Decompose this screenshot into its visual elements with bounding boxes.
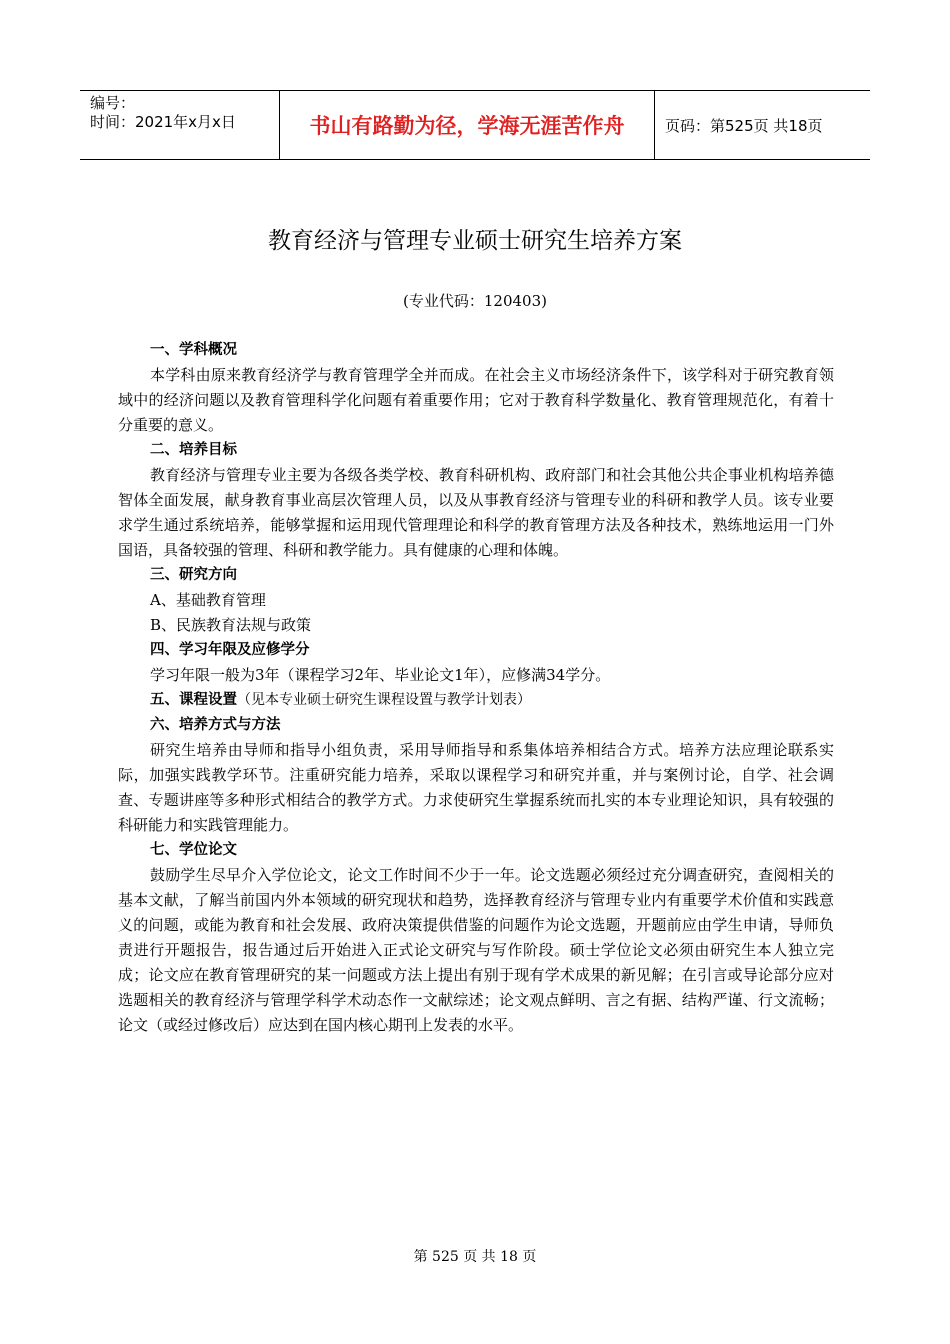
section-heading-5-note: （见本专业硕士研究生课程设置与教学计划表） <box>237 692 531 708</box>
section-paragraph-4: 学习年限一般为3年（课程学习2年、毕业论文1年），应修满34学分。 <box>150 666 611 684</box>
document-header <box>80 90 870 160</box>
section-heading-1: 一、学科概况 <box>150 342 237 358</box>
section-heading-7: 七、学位论文 <box>150 842 237 858</box>
header-meta <box>80 91 280 159</box>
section-heading-5 <box>118 688 834 713</box>
section-paragraph-7: 鼓励学生尽早介入学位论文，论文工作时间不少于一年。论文选题必须经过充分调查研究，查阅相关的基本文献，了解当前国内外本领域的研究现状和趋势，选择教育经济与管理专业内有重要学术价值和实践意义的问题，或能为教育和社会发展、政府决策提供借鉴的问题作为论文选题，开题前应由学生申请，导师负责进行开题报告，报告通过后开始进入正式论文研究与写作阶段。硕士学位论文必须由研究生本人独立完成；论文应在教育管理研究的某一问题或方法上提出有别于现有学术成果的新见解；在引言或导论部分应对选题相关的教育经济与管理学科学术动态作一文献综述；论文观点鲜明、言之有据、结构严谨、行文流畅；论文（或经过修改后）应达到在国内核心期刊上发表的水平。 <box>118 866 834 1034</box>
header-motto: 书山有路勤为径，学海无涯苦作舟 <box>280 91 655 159</box>
research-direction-b: B、民族教育法规与政策 <box>150 616 312 634</box>
time-label: 时间：2021年x月x日 <box>90 113 236 131</box>
section-paragraph-6: 研究生培养由导师和指导小组负责，采用导师指导和系集体培养相结合方式。培养方法应理论联系实际，加强实践教学环节。注重研究能力培养，采取以课程学习和研究并重，并与案例讨论，自学、社会调查、专题讲座等多种形式相结合的教学方式。力求使研究生掌握系统而扎实的本专业理论知识，具有较强的科研能力和实践管理能力。 <box>118 741 834 834</box>
research-direction-a: A、基础教育管理 <box>150 591 266 609</box>
section-paragraph-2: 教育经济与管理专业主要为各级各类学校、教育科研机构、政府部门和社会其他公共企事业机构培养德智体全面发展，献身教育事业高层次管理人员，以及从事教育经济与管理专业的科研和教学人员。该专业要求学生通过系统培养，能够掌握和运用现代管理理论和科学的教育管理方法及各种技术，熟练地运用一门外国语，具备较强的管理、科研和教学能力。具有健康的心理和体魄。 <box>118 466 834 559</box>
header-page-info: 页码：第525页 共18页 <box>665 116 823 135</box>
section-heading-4: 四、学习年限及应修学分 <box>150 642 310 658</box>
section-heading-3: 三、研究方向 <box>150 567 237 583</box>
section-heading-5-text: 五、课程设置 <box>150 692 237 708</box>
section-heading-2: 二、培养目标 <box>150 442 237 458</box>
section-paragraph-1: 本学科由原来教育经济学与教育管理学全并而成。在社会主义市场经济条件下，该学科对于研究教育领域中的经济问题以及教育管理科学化问题有着重要作用；它对于教育科学数量化、教育管理规范化，有着十分重要的意义。 <box>118 366 834 434</box>
document-body <box>118 338 834 1038</box>
number-label: 编号： <box>90 94 136 112</box>
page-footer: 第 525 页 共 18 页 <box>413 1249 537 1265</box>
section-heading-6: 六、培养方式与方法 <box>150 717 281 733</box>
document-title: 教育经济与管理专业硕士研究生培养方案 <box>268 228 682 254</box>
major-code: (专业代码：120403) <box>403 292 547 310</box>
